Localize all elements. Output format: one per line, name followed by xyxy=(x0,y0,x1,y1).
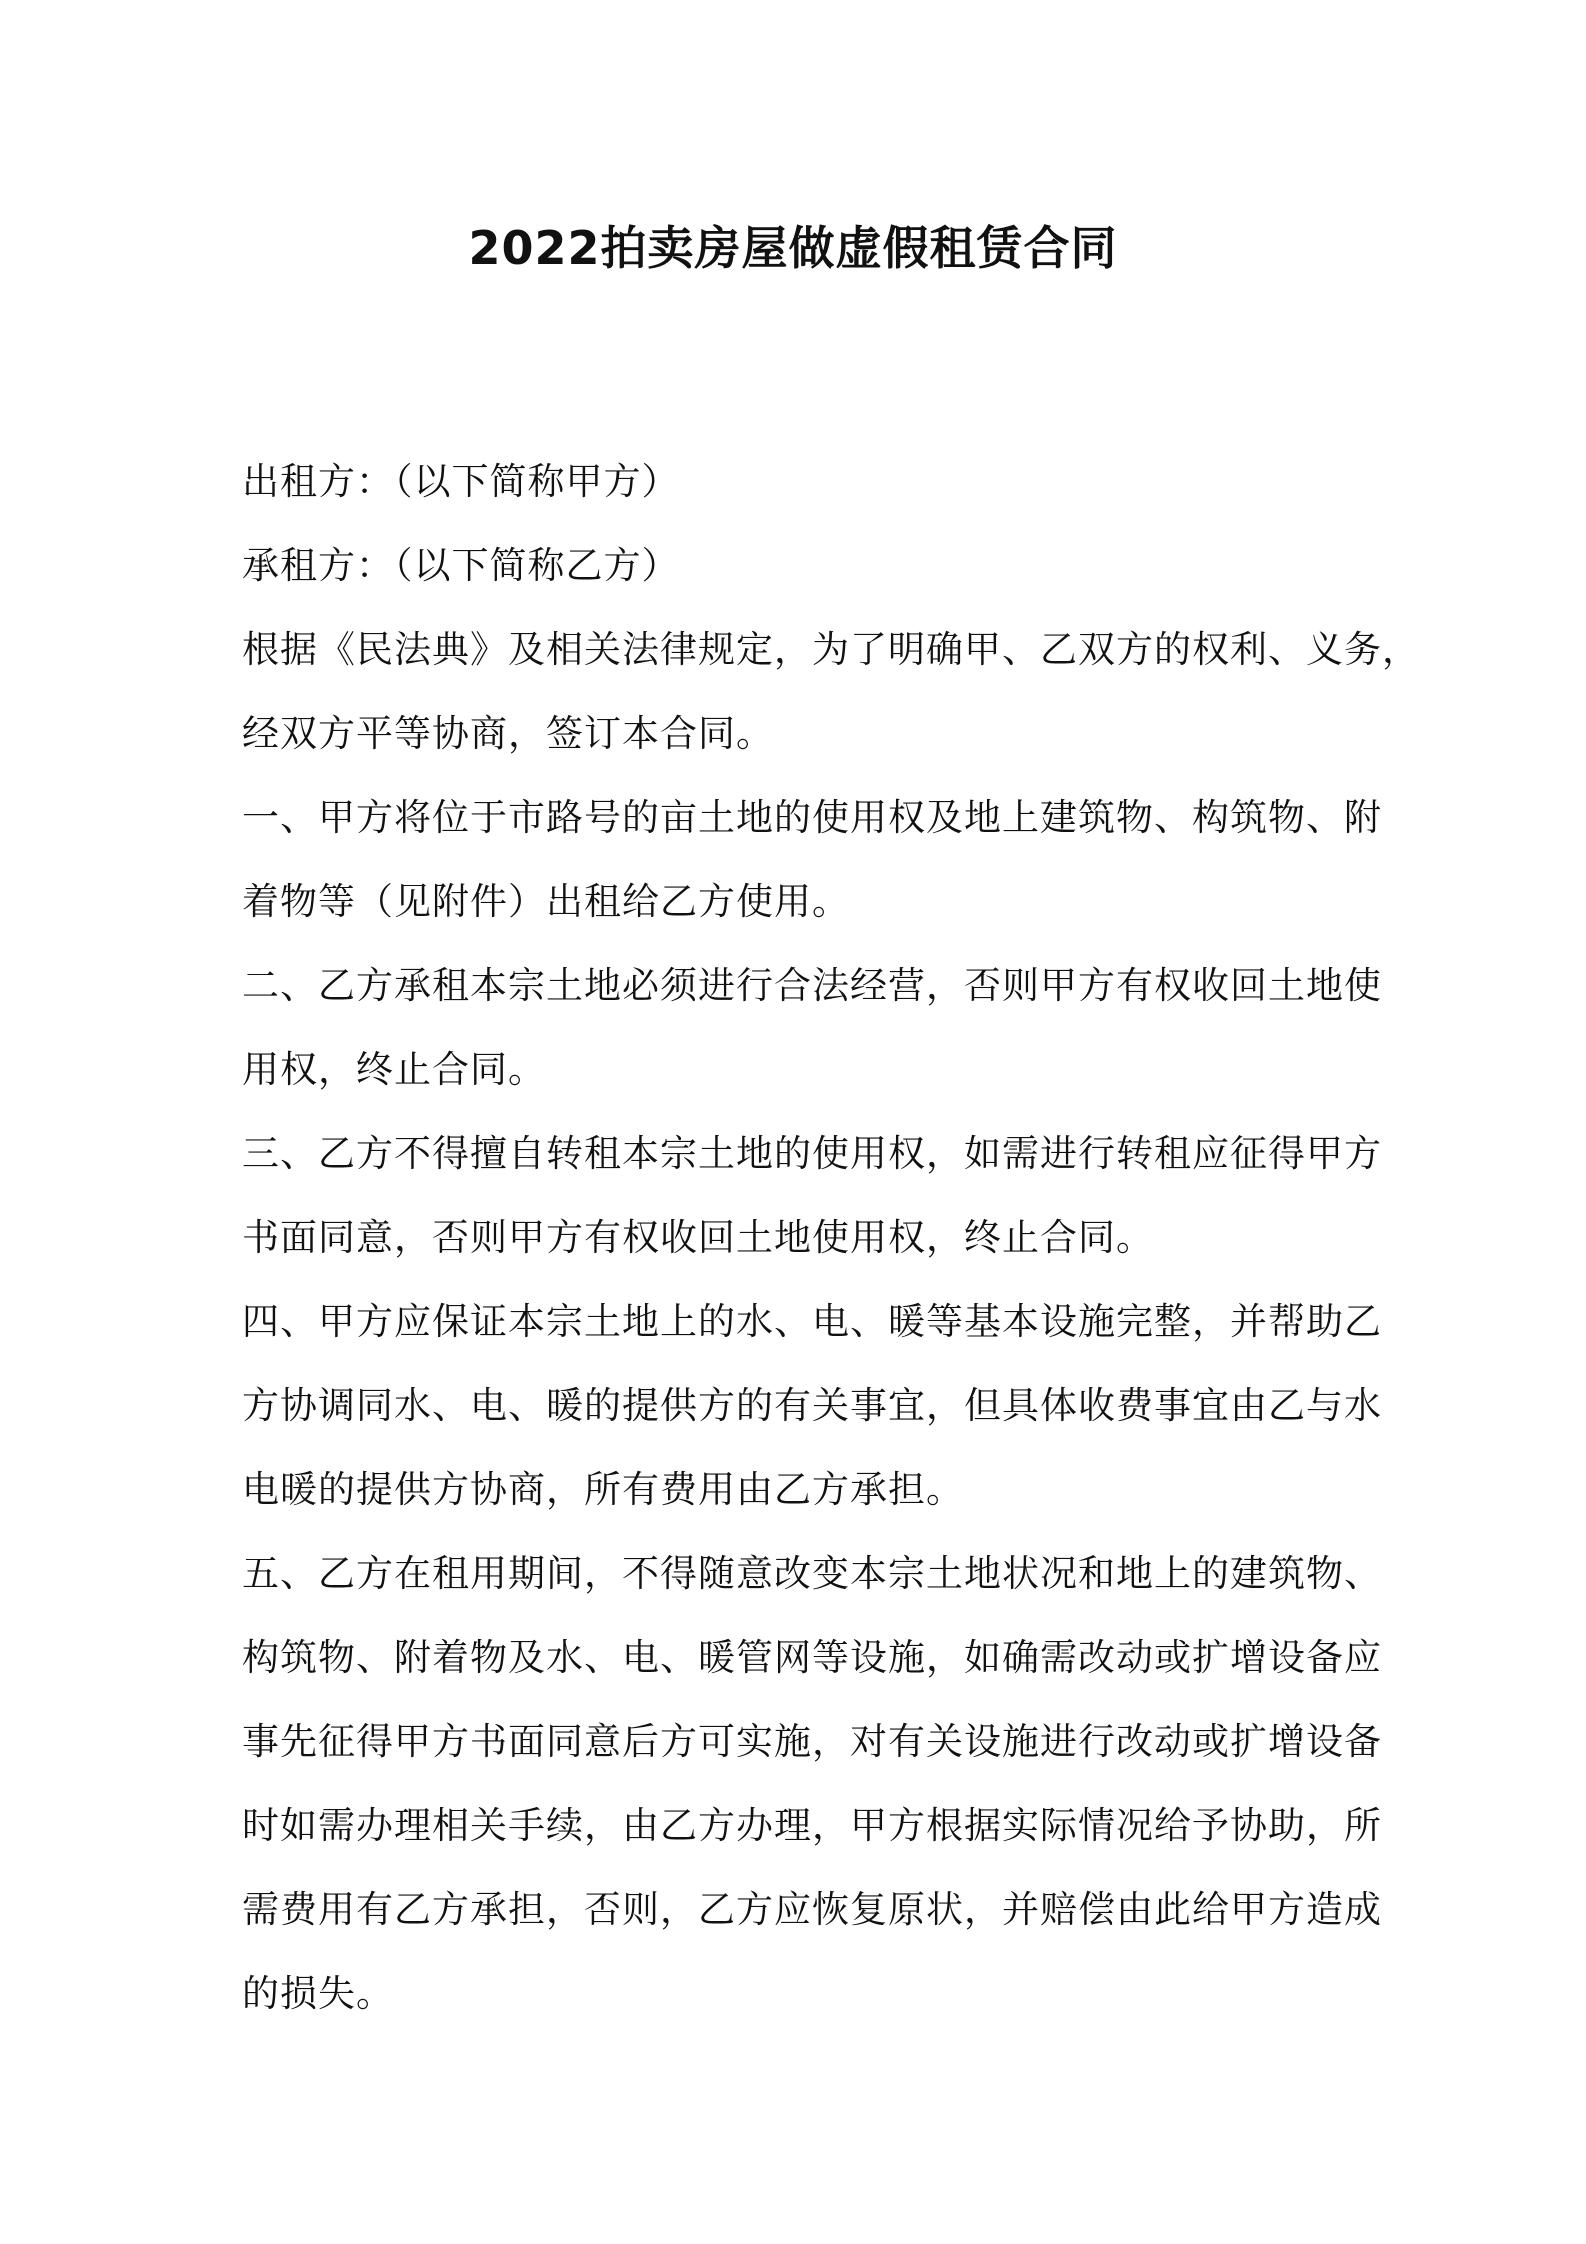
text-line-clause-4c: 电暖的提供方协商，所有费用由乙方承担。 xyxy=(242,1468,964,1511)
text-line-clause-1a: 一、甲方将位于市路号的亩土地的使用权及地上建筑物、构筑物、附 xyxy=(242,796,1382,839)
text-line-lessee: 承租方：（以下简称乙方） xyxy=(242,544,680,587)
text-line-clause-5c: 事先征得甲方书面同意后方可实施，对有关设施进行改动或扩增设备 xyxy=(242,1720,1382,1763)
text-line-clause-4a: 四、甲方应保证本宗土地上的水、电、暖等基本设施完整，并帮助乙 xyxy=(242,1300,1382,1343)
text-line-clause-5f: 的损失。 xyxy=(242,1972,394,2015)
text-line-clause-3b: 书面同意，否则甲方有权收回土地使用权，终止合同。 xyxy=(242,1216,1154,1259)
text-line-preamble-1: 根据《民法典》及相关法律规定，为了明确甲、乙双方的权利、义务， xyxy=(242,628,1420,671)
text-line-lessor: 出租方：（以下简称甲方） xyxy=(242,460,680,503)
document-body xyxy=(242,440,1420,2036)
text-line-clause-5a: 五、乙方在租用期间，不得随意改变本宗土地状况和地上的建筑物、 xyxy=(242,1552,1382,1595)
text-line-clause-1b: 着物等（见附件）出租给乙方使用。 xyxy=(242,880,850,923)
text-line-clause-5b: 构筑物、附着物及水、电、暖管网等设施，如确需改动或扩增设备应 xyxy=(242,1636,1382,1679)
text-line-clause-3a: 三、乙方不得擅自转租本宗土地的使用权，如需进行转租应征得甲方 xyxy=(242,1132,1382,1175)
text-line-clause-5e: 需费用有乙方承担，否则，乙方应恢复原状，并赔偿由此给甲方造成 xyxy=(242,1888,1382,1931)
text-line-clause-5d: 时如需办理相关手续，由乙方办理，甲方根据实际情况给予协助，所 xyxy=(242,1804,1382,1847)
text-line-preamble-2: 经双方平等协商，签订本合同。 xyxy=(242,712,774,755)
text-line-clause-4b: 方协调同水、电、暖的提供方的有关事宜，但具体收费事宜由乙与水 xyxy=(242,1384,1382,1427)
text-line-clause-2a: 二、乙方承租本宗土地必须进行合法经营，否则甲方有权收回土地使 xyxy=(242,964,1382,1007)
text-line-clause-2b: 用权，终止合同。 xyxy=(242,1048,546,1091)
document-title: 2022拍卖房屋做虚假租赁合同 xyxy=(468,221,1118,275)
